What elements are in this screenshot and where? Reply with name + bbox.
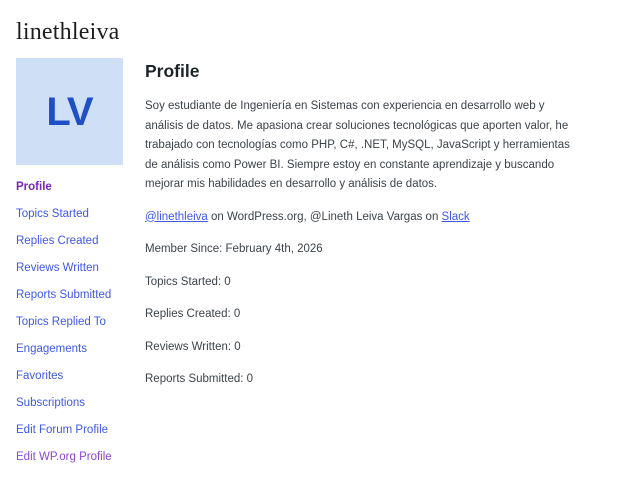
sidebar-item-replies-created[interactable]: Replies Created [16, 235, 99, 247]
sidebar-nav [16, 181, 123, 463]
social-line [145, 208, 573, 228]
sidebar-item-edit-wporg-profile[interactable]: Edit WP.org Profile [16, 451, 112, 463]
page-title-username: linethleiva [16, 19, 120, 45]
stat-topics-started: Topics Started: 0 [145, 275, 231, 288]
sidebar-item-reports-submitted[interactable]: Reports Submitted [16, 289, 112, 301]
sidebar-item-subscriptions[interactable]: Subscriptions [16, 397, 86, 409]
sidebar-item-edit-forum-profile[interactable]: Edit Forum Profile [16, 424, 109, 436]
stat-reports-submitted: Reports Submitted: 0 [145, 373, 254, 385]
content-row [16, 58, 608, 478]
sidebar [16, 58, 123, 478]
stat-replies-created: Replies Created: 0 [145, 308, 241, 320]
bio-paragraph: Soy estudiante de Ingeniería en Sistemas con experiencia en desarrollo web y análisis de datos. Me apasiona crear soluciones tecnológicas que aporten valor, he trabajado con tecnologías como PHP, C#, .NET, MySQL, JavaScript y herramientas de análisis como Power BI. Siempre estoy en constante aprendizaje y buscando mejorar mis habilidades en desarrollo y análisis de datos. [145, 100, 570, 190]
sidebar-item-topics-replied-to[interactable]: Topics Replied To [16, 316, 106, 328]
sidebar-item-profile[interactable]: Profile [16, 181, 52, 193]
slack-link[interactable]: Slack [441, 210, 470, 223]
wporg-profile-link[interactable]: @linethleiva [145, 210, 208, 223]
avatar-initials: LV [46, 89, 93, 134]
sidebar-item-engagements[interactable]: Engagements [16, 343, 87, 355]
avatar [16, 58, 123, 165]
section-title: Profile [145, 61, 200, 81]
main-content [145, 58, 573, 403]
social-middle-text: on WordPress.org, @Lineth Leiva Vargas on [207, 210, 442, 223]
member-since-text: Member Since: February 4th, 2026 [145, 243, 323, 255]
sidebar-item-reviews-written[interactable]: Reviews Written [16, 262, 99, 274]
stat-reviews-written: Reviews Written: 0 [145, 340, 241, 353]
sidebar-item-topics-started[interactable]: Topics Started [16, 208, 89, 220]
sidebar-item-favorites[interactable]: Favorites [16, 370, 64, 382]
